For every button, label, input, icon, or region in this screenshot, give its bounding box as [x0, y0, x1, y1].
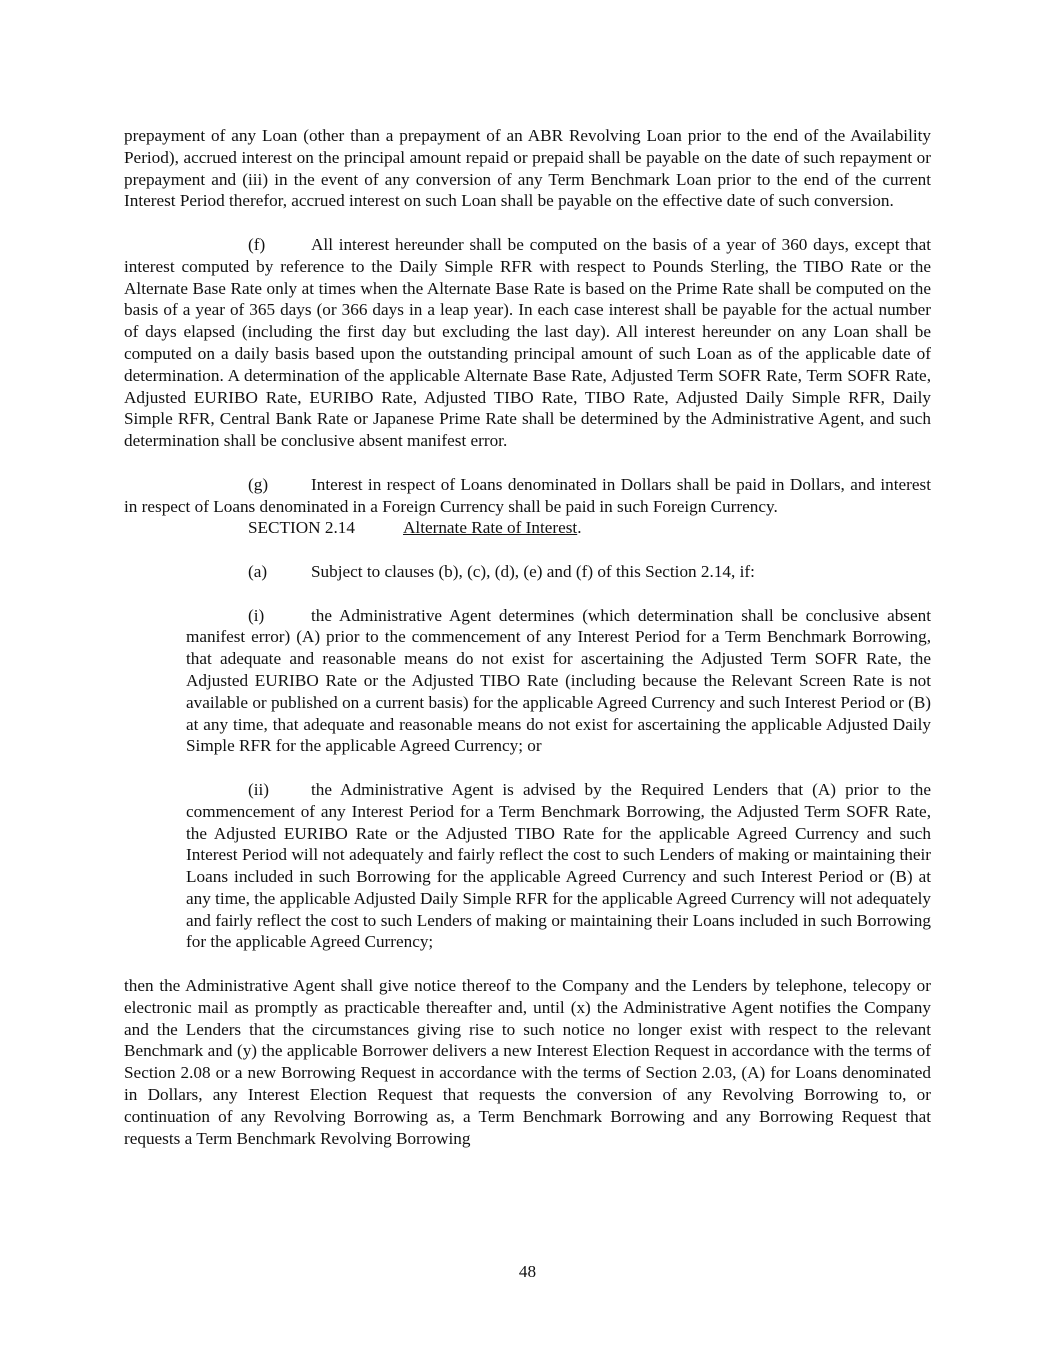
section-title-end: . [577, 518, 582, 538]
paragraph-a [124, 561, 931, 583]
page-number: 48 [518, 1262, 537, 1281]
paragraph-f-text: All interest hereunder shall be computed on the basis of a year of 360 days, except that interest computed by reference to the Daily Simple RFR with respect to Pounds Sterling, the TIBO Rate or the Alternate Base Rate only at times when the Alternate Base Rate is based on the Prime Rate shall be computed on the basis of a year of 365 days (or 366 days in a leap year). In each case interest shall be payable for the actual number of days elapsed (including the first day but excluding the last day). All interest hereunder on any Loan shall be computed on a daily basis based upon the outstanding principal amount of such Loan as of the applicable date of determination. A determination of the applicable Alternate Base Rate, Adjusted Term SOFR Rate, Term SOFR Rate, Adjusted EURIBO Rate, EURIBO Rate, Adjusted TIBO Rate, TIBO Rate, Adjusted Daily Simple RFR, Daily Simple RFR, Central Bank Rate or Japanese Prime Rate shall be determined by the Administrative Agent, and such determination shall be conclusive absent manifest error. [124, 234, 931, 451]
paragraph-i-text: the Administrative Agent determines (which determination shall be conclusive absent manifest error) (A) prior to the commencement of any Interest Period for a Term Benchmark Borrowing, that adequate and reasonable means do not exist for ascertaining the Adjusted Term SOFR Rate, the Adjusted EURIBO Rate or the Adjusted TIBO Rate (including because the Relevant Screen Rate is not available or published on a current basis) for the applicable Agreed Currency and such Interest Period or (B) at any time, that adequate and reasonable means do not exist for ascertaining the applicable Adjusted Daily Simple RFR for the applicable Agreed Currency; or [186, 605, 932, 756]
paragraph-continuation: prepayment of any Loan (other than a prepayment of an ABR Revolving Loan prior to the end of the Availability Period), accrued interest on the principal amount repaid or prepaid shall be payable on the date of such repayment or prepayment and (iii) in the event of any conversion of any Term Benchmark Loan prior to the end of the current Interest Period therefor, accrued interest on such Loan shall be payable on the effective date of such conversion. [124, 126, 931, 211]
paragraph-i [186, 605, 931, 758]
paragraph-i-label: (i) [248, 605, 265, 625]
section-title: Alternate Rate of Interest [403, 518, 578, 538]
paragraph-a-text: Subject to clauses (b), (c), (d), (e) and (f) of this Section 2.14, if: [311, 561, 755, 581]
paragraph-g [124, 474, 931, 518]
paragraph-ii-label: (ii) [248, 779, 269, 799]
document-page [124, 125, 931, 1149]
paragraph-f [124, 234, 931, 452]
paragraph-g-label: (g) [248, 474, 269, 494]
paragraph-g-text: Interest in respect of Loans denominated in Dollars shall be paid in Dollars, and interest in respect of Loans denominated in a Foreign Currency shall be paid in such Foreign Currency. [124, 474, 931, 516]
paragraph-ii [186, 779, 931, 953]
section-heading [124, 517, 931, 539]
paragraph-a-label: (a) [248, 561, 268, 581]
section-number: SECTION 2.14 [248, 518, 355, 538]
paragraph-f-label: (f) [248, 234, 266, 254]
paragraph-then: then the Administrative Agent shall give notice thereof to the Company and the Lenders by telephone, telecopy or electronic mail as promptly as practicable thereafter and, until (x) the Administrative Agent notifies the Company and the Lenders that the circumstances giving rise to such notice no longer exist with respect to the relevant Benchmark and (y) the applicable Borrower delivers a new Interest Election Request in accordance with the terms of Section 2.08 or a new Borrowing Request in accordance with the terms of Section 2.03, (A) for Loans denominated in Dollars, any Interest Election Request that requests the conversion of any Revolving Borrowing to, or continuation of any Revolving Borrowing as, a Term Benchmark Borrowing and any Borrowing Request that requests a Term Benchmark Revolving Borrowing [124, 976, 931, 1148]
paragraph-ii-text: the Administrative Agent is advised by the Required Lenders that (A) prior to the commencement of any Interest Period for a Term Benchmark Borrowing, the Adjusted Term SOFR Rate, the Adjusted EURIBO Rate or the Adjusted TIBO Rate for the applicable Agreed Currency and such Interest Period will not adequately and fairly reflect the cost to such Lenders of making or maintaining their Loans included in such Borrowing for the applicable Agreed Currency and such Interest Period or (B) at any time, the applicable Adjusted Daily Simple RFR for the applicable Agreed Currency will not adequately and fairly reflect the cost to such Lenders of making or maintaining their Loans included in such Borrowing for the applicable Agreed Currency; [186, 779, 931, 952]
